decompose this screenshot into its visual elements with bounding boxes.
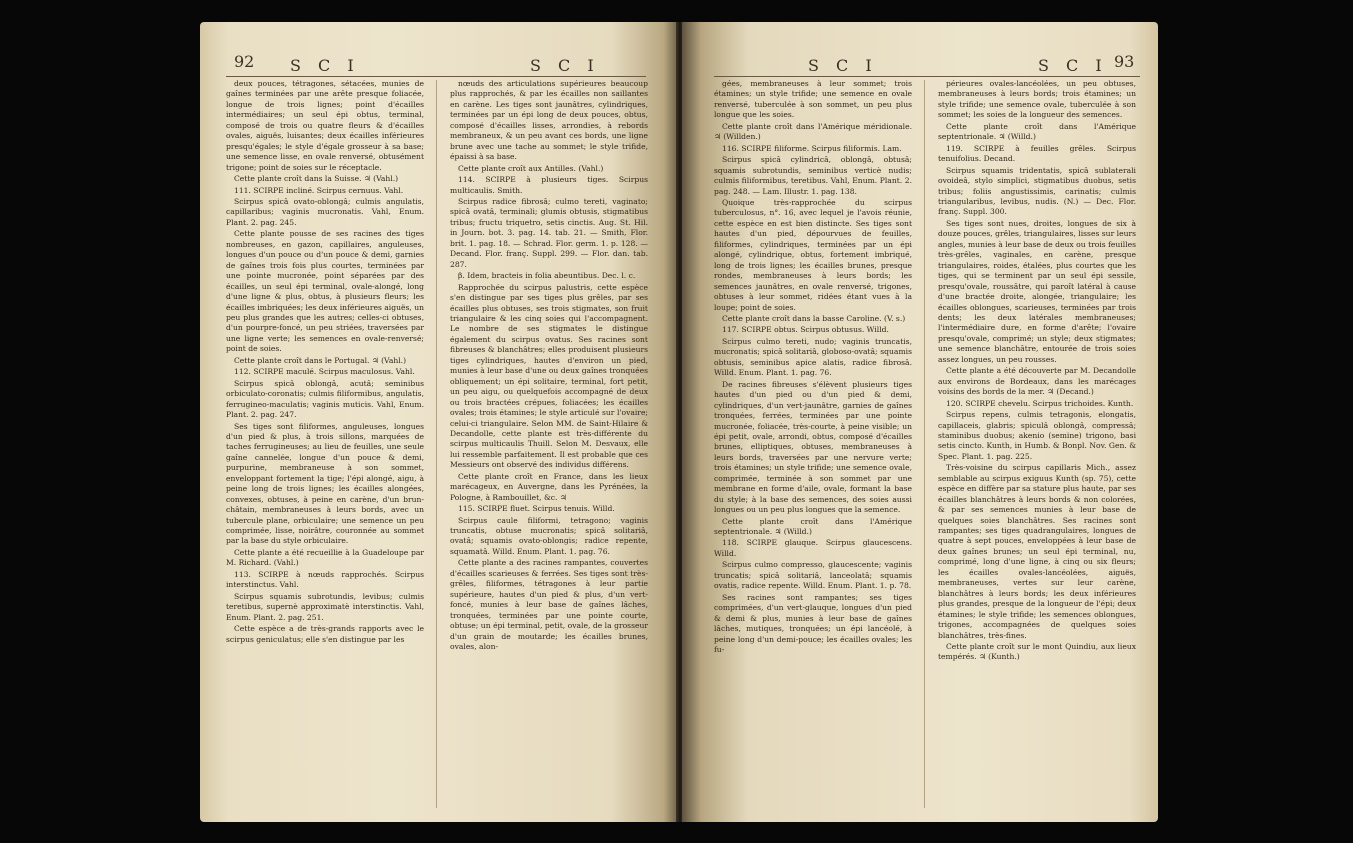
paragraph: 114. SCIRPE à plusieurs tiges. Scirpus multicaulis. Smith. (450, 175, 648, 195)
header-rule (226, 76, 646, 77)
paragraph: Quoique très-rapprochée du scirpus tuberculosus, n°. 16, avec lequel je l'avois réunie, cette espèce en est bien distincte. Ses tiges sont hautes d'un pied, dépourvues de feuilles, filiformes, cylindriques, terminées par un épi alongé, cylindrique, obtus, fortement imbriqué, long de trois lignes; les écailles brunes, presque rondes, membraneuses à leurs bords; les semences jaunâtres, en ovale renversé, trigones, obtuses à leur sommet, ridées étant vues à la loupe; point de soies. (714, 197, 912, 312)
paragraph: Cette espèce a de très-grands rapports avec le scirpus geniculatus; elle s'en distingue par les (226, 624, 424, 644)
paragraph: nœuds des articulations supérieures beaucoup plus rapprochés, & par les écailles non saillantes en carène. Les tiges sont jaunâtres, cylindriques, terminées par un épi long de deux pouces, obtus, composé d'écailles lisses, arrondies, à rebords membraneux, & un peu avant ces bords, une ligne brune avec une tache au sommet; le style trifide, épaissi à sa base. (450, 79, 648, 162)
paragraph: 115. SCIRPE fluet. Scirpus tenuis. Willd. (458, 504, 615, 514)
paragraph: 117. SCIRPE obtus. Scirpus obtusus. Willd. (722, 325, 889, 335)
paragraph: Cette plante croît dans l'Amérique septentrionale. ♃ (Willd.) (714, 516, 912, 537)
page-number-right: 93 (1114, 52, 1135, 71)
left-page-column-1 (226, 79, 424, 814)
paragraph: Cette plante a été découverte par M. Decandolle aux environs de Bordeaux, dans les marécages voisins des bords de la mer. ♃ (Decand.) (938, 366, 1136, 397)
paragraph: Scirpus spicâ cylindricâ, oblongâ, obtusâ; squamis subrotundis, seminibus verticè nudis; culmis filiformibus, teretibus. Vahl, Enum. Plant. 2. pag. 248. — Lam. Illustr. 1. pag. 138. (714, 155, 912, 196)
paragraph: Cette plante croît dans le Portugal. ♃ (Vahl.) (234, 355, 407, 365)
column-divider (436, 80, 437, 808)
running-head-right-col1: S C I (808, 56, 878, 75)
paragraph: Ses tiges sont filiformes, anguleuses, longues d'un pied & plus, à trois sillons, marquées de taches ferrugineuses; au lieu de feuilles, une seule gaîne cannelée, longue d'un pouce & demi, purpurine, membraneuse à son sommet, enveloppant fortement la tige; l'épi alongé, aigu, à peine long de trois lignes; les écailles alongées, convexes, obtuses, à peine en carène, d'un brun-châtain, membraneuses à leurs bords, avec un tubercule plane, orbiculaire; une semence un peu comprimée, lisse, noirâtre, couronnée au sommet par la base du style orbiculaire. (226, 421, 424, 546)
open-book (200, 22, 1158, 822)
right-page-column-2 (938, 79, 1136, 814)
paragraph: Scirpus squamis tridentatis, spicâ sublaterali ovoideâ, stylo simplici, stigmatibus duobus, setis tribus; foliis angustissimis, carinatis; culmis triangularibus, levibus, nudis. (N.) — Dec. Flor. franç. Suppl. 300. (938, 165, 1136, 217)
paragraph: Cette plante croît dans l'Amérique septentrionale. ♃ (Willd.) (938, 121, 1136, 142)
paragraph: Cette plante croît sur le mont Quindiu, aux lieux tempérés. ♃ (Kunth.) (938, 642, 1136, 662)
paragraph: Scirpus culmo tereti, nudo; vaginis truncatis, mucronatis; spicâ solitariâ, globoso-ovatâ; squamis obtusis, seminibus apice alatis, radice fibrosâ. Willd. Enum. Plant. 1. pag. 76. (714, 336, 912, 378)
paragraph: Cette plante croît dans la basse Caroline. (V. s.) (722, 313, 906, 323)
paragraph: Cette plante croît dans la Suisse. ♃ (Vahl.) (234, 174, 399, 184)
paragraph: Cette plante croît en France, dans les lieux marécageux, en Auvergne, dans les Pyrénées, la Pologne, à Rambouillet, &c. ♃ (450, 471, 648, 502)
paragraph: 118. SCIRPE glauque. Scirpus glaucescens. Willd. (714, 538, 912, 558)
paragraph: 116. SCIRPE filiforme. Scirpus filiformis. Lam. (722, 143, 902, 153)
paragraph: Scirpus radice fibrosâ; culmo tereti, vaginato; spicâ ovatâ, terminali; glumis obtusis, stigmatibus tribus; fructu triquetro, setis cinctis. Aug. St. Hil. in Journ. bot. 3. pag. 14. tab. 21. — Smith, Flor. brit. 1. pag. 18. — Schrad. Flor. germ. 1. p. 128. — Decand. Flor. franç. Suppl. 299. — Flor. dan. tab. 287. (450, 196, 648, 269)
left-page (200, 22, 678, 822)
paragraph: Très-voisine du scirpus capillaris Mich., assez semblable au scirpus exiguus Kunth (sp. 75), cette espèce en diffère par sa stature plus haute, par ses écailles blanchâtres à leurs bords & non colorées, & par ses semences munies à leur base de quelques soies blanchâtres. Ses racines sont rampantes; ses tiges quadrangulaires, longues de quatre à sept pouces, enveloppées à leur base de deux gaînes brunes; un seul épi terminal, nu, comprimé, long d'une ligne, à cinq ou six fleurs; les écailles ovales-lancéolées, aiguës, membraneuses, vertes sur leur carène, blanchâtres à leurs bords; les deux inférieures plus grandes, presque de la longueur de l'épi; deux étamines; le style trifide; les semences oblongues, trigones, accompagnées de quelques soies blanchâtres, très-fines. (938, 463, 1136, 640)
paragraph: 112. SCIRPE maculé. Scirpus maculosus. Vahl. (234, 367, 415, 377)
paragraph: gées, membraneuses à leur sommet; trois étamines; un style trifide; une semence en ovale renversé, tuberculée à son sommet, un peu plus longue que les soies. (714, 79, 912, 120)
paragraph: 111. SCIRPE incliné. Scirpus cernuus. Vahl. (234, 185, 404, 195)
header-rule (714, 76, 1140, 77)
paragraph: Scirpus caule filiformi, tetragono; vaginis truncatis, obtuse mucronatis; spicâ solitariâ, ovatâ; squamis ovato-oblongis; radice repente, squamatâ. Willd. Enum. Plant. 1. pag. 76. (450, 515, 648, 556)
paragraph: Cette plante pousse de ses racines des tiges nombreuses, en gazon, capillaires, anguleuses, longues d'un pouce ou d'un pouce & demi, garnies de gaînes trois fois plus courtes, terminées par une pointe mucronée, point séparées par des écailles, un seul épi terminal, ovale-alongé, long d'une ligne & plus, obtus, à plusieurs fleurs; les écailles imbriquées; les deux inférieures aiguës, un peu plus grandes que les autres; celles-ci obtuses, d'un pourpre-foncé, un peu striées, traversées par une ligne verte; les semences en ovale-renversé; point de soies. (226, 229, 424, 354)
paragraph: β. Idem, bracteis in folia abeuntibus. Dec. l. c. (458, 271, 636, 281)
paragraph: Scirpus squamis subrotundis, levibus; culmis teretibus, supernè approximatè interstinctis. Vahl, Enum. Plant. 2. pag. 251. (226, 591, 424, 622)
paragraph: deux pouces, tétragones, sétacées, munies de gaînes terminées par une arête presque foliacée, longue de trois lignes; point d'écailles intermédiaires; un seul épi obtus, terminal, composé de trois ou quatre fleurs & d'écailles ovales, aiguës, luisantes; deux écailles inférieures presqu'égales; le style d'égale grosseur à sa base; une semence lisse, en ovale renversé, obtusément trigone; point de soies sur le réceptacle. (226, 79, 424, 172)
paragraph: Scirpus culmo compresso, glaucescente; vaginis truncatis; spicâ solitariâ, lanceolatâ; squamis ovatis, radice repente. Willd. Enum. Plant. 1. p. 78. (714, 560, 912, 591)
paragraph: Rapprochée du scirpus palustris, cette espèce s'en distingue par ses tiges plus grêles, par ses écailles plus obtuses, ses trois stigmates, son fruit triangulaire & les cinq soies qui l'accompagnent. Le nombre de ses stigmates le distingue également du scirpus ovatus. Ses racines sont fibreuses & blanchâtres; elles produisent plusieurs tiges cylindriques, hautes d'environ un pied, munies à leur base d'une ou deux gaînes tronquées obliquement; un épi solitaire, terminal, fort petit, un peu aigu, ou quelquefois accompagné de deux ou trois bractées crépues, foliacées; les écailles ovales; trois étamines; le style articulé sur l'ovaire; celui-ci triangulaire. Selon MM. de Saint-Hilaire & Decandolle, cette plante est très-différente du scirpus multicaulis Thuill. Selon M. Desvaux, elle lui ressemble parfaitement. Il est probable que ces Messieurs ont observé des individus différens. (450, 282, 648, 470)
paragraph: Scirpus spicâ oblongâ, acutâ; seminibus orbiculato-coronatis; culmis filiformibus, angulatis, ferrugineo-maculatis; vaginis muticis. Vahl, Enum. Plant. 2. pag. 247. (226, 378, 424, 420)
left-page-column-2 (450, 79, 648, 814)
right-page (682, 22, 1158, 822)
paragraph: 119. SCIRPE à feuilles grêles. Scirpus tenuifolius. Decand. (938, 143, 1136, 164)
column-divider (924, 80, 925, 808)
paragraph: périeures ovales-lancéolées, un peu obtuses, membraneuses à leurs bords; trois étamines; un style trifide; une semence ovale, tuberculée à son sommet; les soies de la longueur des semences. (938, 79, 1136, 120)
paragraph: 113. SCIRPE à nœuds rapprochés. Scirpus interstinctus. Vahl. (226, 569, 424, 590)
paragraph: Cette plante a des racines rampantes, couvertes d'écailles scarieuses & ferrées. Ses tiges sont très-grêles, filiformes, tétragones à leur partie supérieure, hautes d'un pied & plus, d'un vert-foncé, munies à leur base de gaînes lâches, tronquées, terminées par une pointe courte, obtuse; un épi terminal, petit, ovale, de la grosseur d'un grain de moutarde; les écailles brunes, ovales, alon- (450, 558, 648, 652)
running-head-left-col2: S C I (530, 56, 600, 75)
running-head-left-col1: S C I (290, 56, 360, 75)
right-page-column-1 (714, 79, 912, 814)
paragraph: Ses racines sont rampantes; ses tiges comprimées, d'un vert-glauque, longues d'un pied & demi & plus, munies à leur base de gaînes lâches, mutiques, tronquées; un épi lancéolé, à peine long d'un demi-pouce; les écailles ovales; les fu- (714, 592, 912, 655)
paragraph: De racines fibreuses s'élèvent plusieurs tiges hautes d'un pied ou d'un pied & demi, cylindriques, d'un vert-jaunâtre, garnies de gaînes tronquées, ferrées, terminées par une pointe mucronée, foliacée, très-courte, à peine visible; un épi petit, ovale, arrondi, obtus, composé d'écailles brunes, elliptiques, obtuses, membraneuses à leurs bords, traversées par une nervure verte; trois étamines; un style trifide; une semence ovale, comprimée, terminée à son sommet par une membrane en forme d'aile, ovale, formant la base du style; à la base des semences, des soies aussi longues ou un peu plus longues que la semence. (714, 379, 912, 515)
paragraph: Cette plante a été recueillie à la Guadeloupe par M. Richard. (Vahl.) (226, 547, 424, 568)
paragraph: 120. SCIRPE chevelu. Scirpus trichoides. Kunth. (946, 398, 1134, 408)
paragraph: Ses tiges sont nues, droites, longues de six à douze pouces, grêles, triangulaires, lisses sur leurs angles, munies à leur base de deux ou trois feuilles très-grêles, vaginales, en carène, presque triangulaires, roides, étalées, plus courtes que les tiges, qui se terminent par un seul épi sessile, presqu'ovale, roussâtre, qui paroît latéral à cause d'une bractée droite, alongée, triangulaire; les écailles oblongues, scarieuses, terminées par trois dents; les deux latérales membraneuses; l'intermédiaire dure, en forme d'arête; l'ovaire presqu'ovale, comprimé; un style; deux stigmates; une semence blanchâtre, entourée de trois soies assez longues, un peu rousses. (938, 218, 1136, 364)
paragraph: Scirpus repens, culmis tetragonis, elongatis, capillaceis, glabris; spiculâ oblongâ, compressâ; staminibus duobus; akenio (semine) trigono, basi setis cincto. Kunth, in Humb. & Bonpl. Nov. Gen. & Spec. Plant. 1. pag. 225. (938, 410, 1136, 461)
running-head-right-col2: S C I (1038, 56, 1108, 75)
paragraph: Cette plante croît aux Antilles. (Vahl.) (458, 163, 604, 173)
paragraph: Cette plante croît dans l'Amérique méridionale. ♃ (Willden.) (714, 121, 912, 142)
page-number-left: 92 (234, 52, 255, 71)
paragraph: Scirpus spicâ ovato-oblongâ; culmis angulatis, capillaribus; vaginis mucronatis. Vahl, Enum. Plant. 2. pag. 245. (226, 196, 424, 227)
